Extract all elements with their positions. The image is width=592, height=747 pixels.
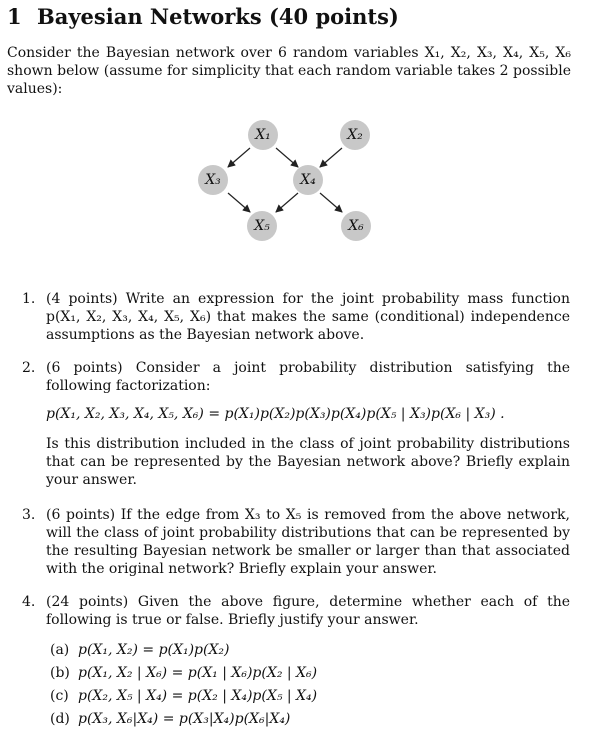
subquestion-label: (d) — [50, 711, 70, 727]
question-text: Is this distribution included in the class of joint probability distributions that can be represented by the Bayesian network above? Briefly explain your answer. — [46, 436, 570, 488]
question-number: 1. — [22, 291, 36, 307]
section-title: Bayesian Networks (40 points) — [37, 4, 399, 29]
factorization-equation: p(X₁, X₂, X₃, X₄, X₅, X₆) = p(X₁)p(X₂)p(X₃)p(X₄)p(X₅ | X₃)p(X₆ | X₃) . — [46, 406, 505, 422]
question-number: 2. — [22, 360, 36, 376]
subquestion-label: (a) — [50, 642, 70, 658]
question-3 — [22, 506, 570, 578]
question-2 — [22, 359, 570, 395]
question-text: (4 points) Write an expression for the joint probability mass function p(X₁, X₂, X₃, X₄, X₅, X₆) that makes the same (conditional) independence assumptions as the Bayesian network above. — [46, 291, 570, 343]
question-text: (24 points) Given the above figure, determine whether each of the following is true or false. Briefly justify your answer. — [46, 594, 570, 628]
edge-x4-x6 — [320, 193, 342, 212]
question-1 — [22, 290, 570, 344]
question-4 — [22, 593, 570, 629]
node-label-x4: X₄ — [300, 172, 316, 188]
subquestion-formula: p(X₃, X₆|X₄) = p(X₃|X₄)p(X₆|X₄) — [78, 711, 291, 727]
section-heading — [7, 4, 399, 29]
edge-x1-x4 — [276, 148, 298, 167]
question-2-followup — [22, 435, 570, 489]
question-number: 3. — [22, 507, 36, 523]
subquestion-formula: p(X₂, X₅ | X₄) = p(X₂ | X₄)p(X₅ | X₄) — [78, 688, 318, 704]
node-label-x1: X₁ — [255, 127, 271, 143]
node-label-x2: X₂ — [347, 127, 363, 143]
node-label-x3: X₃ — [205, 172, 221, 188]
subquestion-c — [50, 687, 317, 706]
question-text: (6 points) Consider a joint probability distribution satisfying the following factorization: — [46, 360, 570, 394]
subquestion-d — [50, 710, 290, 729]
edge-x1-x3 — [228, 148, 250, 167]
subquestion-b — [50, 664, 317, 683]
edge-x4-x5 — [276, 193, 298, 212]
edge-x2-x4 — [320, 148, 342, 167]
subquestion-formula: p(X₁, X₂) = p(X₁)p(X₂) — [78, 642, 230, 658]
subquestion-a — [50, 641, 230, 660]
intro-paragraph: Consider the Bayesian network over 6 random variables X₁, X₂, X₃, X₄, X₅, X₆ shown below (assume for simplicity that each random variable takes 2 possible values): — [7, 45, 571, 97]
question-number: 4. — [22, 594, 36, 610]
subquestion-formula: p(X₁, X₂ | X₆) = p(X₁ | X₆)p(X₂ | X₆) — [78, 665, 318, 681]
node-label-x5: X₅ — [254, 218, 270, 234]
bayesian-network-figure — [0, 120, 592, 245]
edge-x3-x5 — [228, 193, 250, 212]
subquestion-label: (c) — [50, 688, 69, 704]
node-label-x6: X₆ — [348, 218, 364, 234]
question-text: (6 points) If the edge from X₃ to X₅ is removed from the above network, will the class of joint probability distributions that can be represented by the resulting Bayesian network be smaller or larger than that associated with the original network? Briefly explain your answer. — [46, 507, 570, 577]
section-number: 1 — [7, 4, 22, 29]
subquestion-label: (b) — [50, 665, 70, 681]
